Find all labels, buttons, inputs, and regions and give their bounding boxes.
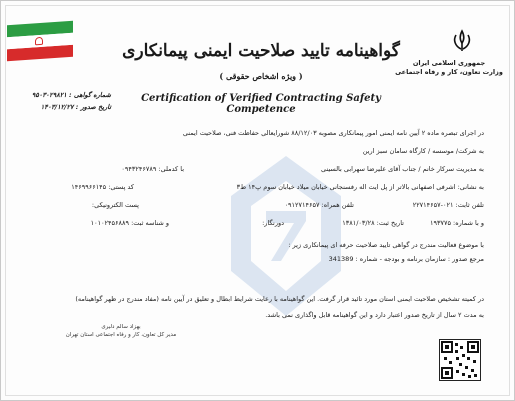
iran-flag-icon xyxy=(7,21,73,62)
body-mobile: تلفن همراه: ۰۹۱۲۷۱۴۶۵۷ xyxy=(284,201,354,209)
body-fax: دورنگار: xyxy=(262,219,284,227)
ministry-line-2: وزارت تعاون، کار و رفاه اجتماعی xyxy=(395,68,503,76)
certificate-date: تاریخ صدور : ۱۴۰۳/۱۲/۲۷ xyxy=(40,103,111,111)
ministry-block xyxy=(394,59,504,77)
body-manager: به مدیریت سرکار خانم / جناب آقای علیرضا سهرابی بالسینی xyxy=(320,165,484,173)
body-phone: تلفن ثابت: ۰۲۱-۲۲۷۱۴۶۵۷ xyxy=(412,201,484,209)
body-registration-number: و با شماره: ۱۹۳۷۷۵ xyxy=(430,219,484,227)
body-issuer: مرجع صدور : سازمان برنامه و بودجه - شماره : 341389 xyxy=(328,255,484,263)
signatory-role: مدیر کل تعاون، کار و رفاه اجتماعی استان تهران xyxy=(65,332,177,338)
body-postal-code: کد پستی: ۱۴۶۹۹۶۶۱۴۵ xyxy=(71,183,134,191)
certificate-subtitle-fa: ( ویژه اشخاص حقوقی ) xyxy=(219,71,303,81)
body-activity: با موضوع فعالیت مندرج در گواهی تایید صلاحیت حرفه ای پیمانکاری زیر : xyxy=(288,241,484,249)
body-registration-date: تاریخ ثبت: ۱۳۸۱/۰۳/۲۸ xyxy=(342,219,404,227)
certificate-title-fa: گواهینامه تایید صلاحیت ایمنی پیمانکاری xyxy=(122,41,400,61)
ministry-line-1: جمهوری اسلامی ایران xyxy=(412,59,486,67)
iran-emblem-icon xyxy=(450,29,474,53)
body-approval: در کمیته تشخیص صلاحیت ایمنی استان مورد تائید قرار گرفت. این گواهینامه با رعایت شرایط ابطال و تعلیق در آیین نامه (مفاد مندرج در ظهر گواهینامه) xyxy=(75,295,484,303)
body-validity: به مدت ۲ سال از تاریخ صدور اعتبار دارد و این گواهینامه قابل واگذاری نمی باشد. xyxy=(265,311,484,319)
body-registration-id: و شناسه ثبت: ۱۰۱۰۲۴۵۶۸۸۹ xyxy=(90,219,169,227)
body-national-id: با کدملی: ۰۹۴۳۲۴۶۷۸۹ xyxy=(121,165,184,173)
signatory-name: بهزاد سالم دلیری xyxy=(101,324,141,330)
certificate-number: شماره گواهی : ۹۵۰۳۰۲۹۸۲۱ xyxy=(31,91,111,99)
certificate-title-en: Certification of Verified Contracting Safety Competence xyxy=(141,93,381,115)
body-address: به نشانی: اشرفی اصفهانی بالاتر از پل ایت اله رفسنجانی خیابان میلاد خیابان سوم پ۱۴ ط۳ xyxy=(236,183,484,191)
qr-code-icon xyxy=(439,339,481,381)
body-line-1: در اجرای تبصره ماده ۲ آیین نامه ایمنی امور پیمانکاری مصوبه ۸۸/۱۲/۰۳ شورایعالی حفاظت فنی، صلاحیت ایمنی xyxy=(182,129,484,137)
body-company: به شرکت/ موسسه / کارگاه سامان سبز ارین xyxy=(362,147,484,155)
signature-block xyxy=(61,323,181,339)
body-email: پست الکترونیکی: xyxy=(91,201,139,209)
